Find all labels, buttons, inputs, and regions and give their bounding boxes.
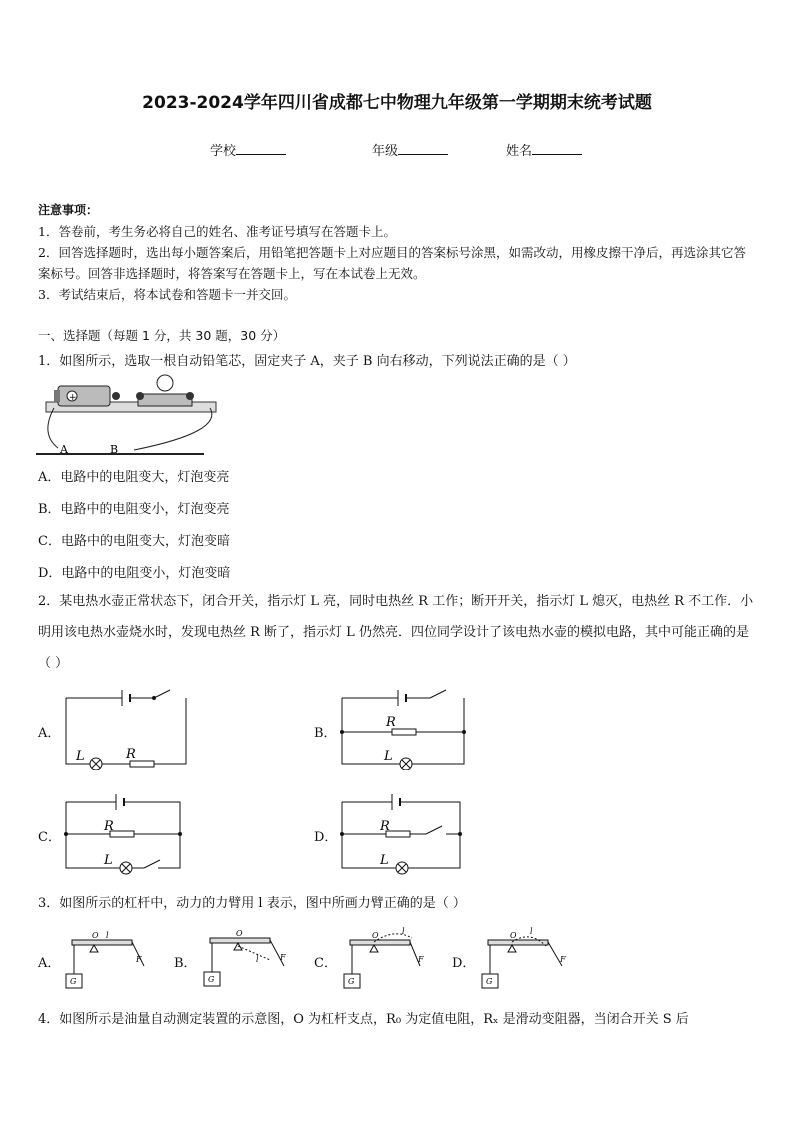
q3-option-a: A． xyxy=(38,956,61,971)
name-blank xyxy=(532,142,582,155)
school-field xyxy=(210,140,286,159)
school-blank xyxy=(236,142,286,155)
name-label: 姓名 xyxy=(506,144,533,159)
q3d-o: O xyxy=(510,931,517,940)
q2-circuit-d xyxy=(340,792,464,876)
q3d-l: l xyxy=(530,927,533,936)
q3c-f: F xyxy=(418,955,424,964)
q2-option-d: D． xyxy=(314,830,338,845)
q2-option-c: C． xyxy=(38,830,61,845)
grade-field xyxy=(372,140,448,159)
q1-option-a: A．电路中的电阻变大，灯泡变亮 xyxy=(38,470,230,485)
q3-lever-d xyxy=(476,926,576,992)
q3-lever-a xyxy=(60,926,150,992)
q3c-l: l xyxy=(402,927,405,936)
q2-circuit-c xyxy=(64,792,188,876)
grade-label: 年级 xyxy=(372,144,399,159)
q2c-resistor-label: R xyxy=(104,819,114,834)
q3-option-c: C． xyxy=(314,956,337,971)
notice-heading: 注意事项： xyxy=(38,203,99,217)
q2-circuit-a xyxy=(64,686,194,770)
q1-label-b: B xyxy=(110,443,119,456)
q2-option-b: B． xyxy=(314,726,337,741)
q3-lever-b xyxy=(198,926,294,992)
q2-circuit-b xyxy=(340,686,470,770)
q2b-lamp-label: L xyxy=(384,749,393,764)
q3b-o: O xyxy=(236,929,243,938)
q3c-o: O xyxy=(372,931,379,940)
section-heading: 一、选择题（每题 1 分，共 30 题，30 分） xyxy=(38,328,286,343)
q1-circuit-figure xyxy=(34,374,224,460)
q1-option-d: D．电路中的电阻变小，灯泡变暗 xyxy=(38,566,231,581)
q3d-f: F xyxy=(560,955,566,964)
school-label: 学校 xyxy=(210,144,237,159)
q1-label-a: A xyxy=(60,443,68,456)
q3b-g: G xyxy=(208,975,215,984)
q1-option-c: C．电路中的电阻变大，灯泡变暗 xyxy=(38,534,230,549)
notice-item: 2．回答选择题时，选出每小题答案后，用铅笔把答题卡上对应题目的答案标号涂黑，如需改动，用橡皮擦干净后，再选涂其它答案标号。回答非选择题时，将答案写在答题卡上，写在本试卷上无效。 xyxy=(38,245,746,281)
q3-option-d: D． xyxy=(452,956,476,971)
q2a-resistor-label: R xyxy=(126,747,136,762)
q3a-f: F xyxy=(136,955,142,964)
q3-option-b: B． xyxy=(174,956,197,971)
grade-blank xyxy=(398,142,448,155)
q2-stem: 2．某电热水壶正常状态下，闭合开关，指示灯 L 亮，同时电热丝 R 工作；断开开关，指示灯 L 熄灭，电热丝 R 不工作．小明用该电热水壶烧水时，发现电热丝 R 断了，指示灯 L 仍然亮．四位同学设计了该电热水壶的模拟电路，其中可能正确的是（ ） xyxy=(38,594,754,671)
q4-stem: 4．如图所示是油量自动测定装置的示意图，O 为杠杆支点，R₀ 为定值电阻，Rₓ 是滑动变阻器，当闭合开关 S 后 xyxy=(38,1012,689,1027)
q3-lever-c xyxy=(338,926,434,992)
q3a-g: G xyxy=(70,977,77,986)
q3b-l: l xyxy=(256,955,259,964)
name-field xyxy=(506,140,582,159)
svg-text:+: + xyxy=(69,393,77,403)
q2d-lamp-label: L xyxy=(380,853,389,868)
notice-item: 3．考试结束后，将本试卷和答题卡一并交回。 xyxy=(38,287,296,302)
q3a-o: O xyxy=(92,931,99,940)
q3-stem: 3．如图所示的杠杆中，动力的力臂用 l 表示，图中所画力臂正确的是（ ） xyxy=(38,896,466,911)
notice-item: 1．答卷前，考生务必将自己的姓名、准考证号填写在答题卡上。 xyxy=(38,224,396,239)
q2c-lamp-label: L xyxy=(104,853,113,868)
q3a-l: l xyxy=(106,931,109,940)
q3b-f: F xyxy=(280,953,286,962)
q2b-resistor-label: R xyxy=(386,715,396,730)
q2a-lamp-label: L xyxy=(76,749,85,764)
page-title: 2023-2024学年四川省成都七中物理九年级第一学期期末统考试题 xyxy=(142,93,652,113)
q1-stem: 1．如图所示，选取一根自动铅笔芯，固定夹子 A，夹子 B 向右移动，下列说法正确的是（ ） xyxy=(38,354,576,369)
q3c-g: G xyxy=(348,977,355,986)
q2d-resistor-label: R xyxy=(380,819,390,834)
q1-option-b: B．电路中的电阻变小，灯泡变亮 xyxy=(38,502,230,517)
notice-block xyxy=(38,200,758,305)
q3d-g: G xyxy=(486,977,493,986)
q2-option-a: A． xyxy=(38,726,61,741)
